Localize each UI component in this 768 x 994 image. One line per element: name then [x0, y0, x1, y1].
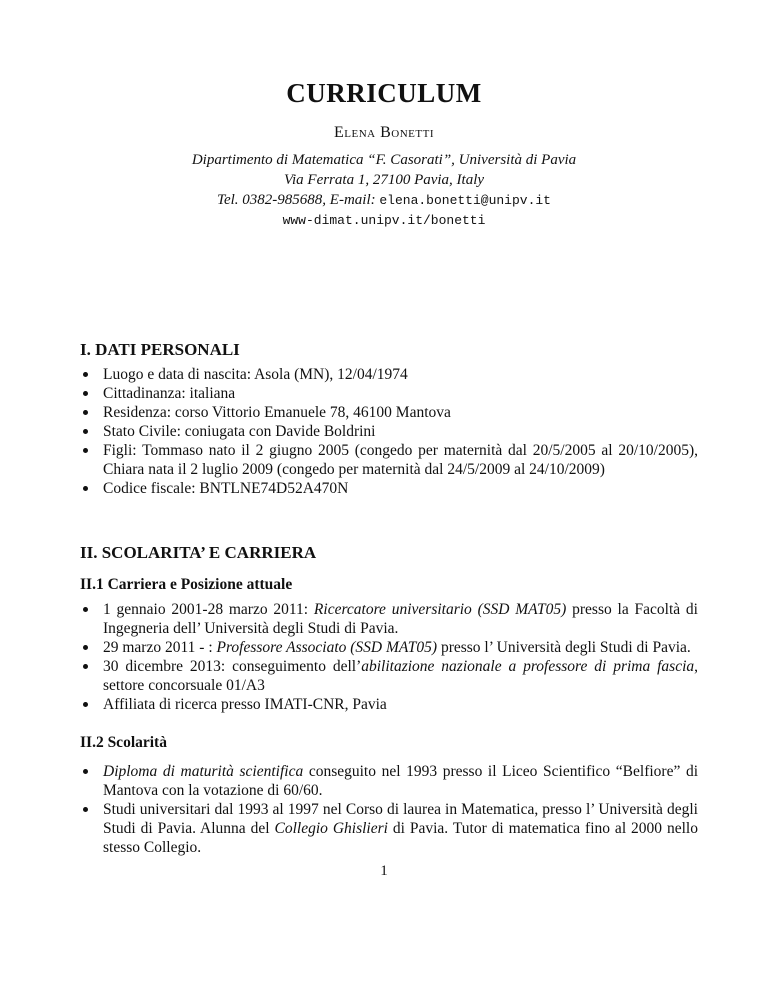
address-line: Via Ferrata 1, 27100 Pavia, Italy [283, 172, 485, 188]
author-name: Elena Bonetti [334, 124, 434, 141]
list-item [80, 600, 698, 638]
email-link[interactable]: elena.bonetti@unipv.it [379, 193, 551, 208]
item-emphasis: Ricercatore universitario (SSD MAT05) [313, 601, 567, 618]
item-emphasis: Collegio Ghislieri [274, 820, 388, 837]
item-emphasis: Professore Associato (SSD MAT05) [216, 639, 438, 656]
list-item [80, 762, 698, 800]
list-item: Stato Civile: coniugata con Davide Boldrini [80, 422, 698, 441]
list-item [80, 657, 698, 695]
item-text: 30 dicembre 2013: conseguimento dell’ [103, 658, 362, 675]
affiliation-line: Dipartimento di Matematica “F. Casorati”, Università di Pavia [191, 152, 577, 168]
schooling-list [80, 762, 698, 857]
contact-line [0, 192, 768, 209]
document-title: CURRICULUM [286, 78, 482, 108]
list-item: Cittadinanza: italiana [80, 384, 698, 403]
list-item: Codice fiscale: BNTLNE74D52A470N [80, 479, 698, 498]
website-link[interactable]: www-dimat.unipv.it/bonetti [282, 213, 486, 228]
item-emphasis: abilitazione nazionale a professore di prima fascia [361, 658, 695, 675]
item-text: Studi universitari dal 1993 al 1997 nel Corso di laurea in Matematica, presso l’ Università degli Studi di Pavia. Alunna del [103, 801, 698, 837]
subsection-heading-position: II.1 Carriera e Posizione attuale [80, 576, 293, 593]
list-item [80, 800, 698, 857]
list-item [80, 638, 698, 657]
item-text: 29 marzo 2011 - : [103, 639, 217, 656]
item-text: presso la Facoltà di Ingegneria dell’ Università degli Studi di Pavia. [103, 601, 698, 637]
personal-data-list [80, 365, 698, 498]
item-text: 1 gennaio 2001-28 marzo 2011: [103, 601, 314, 618]
item-emphasis: Diploma di maturità scientifica [103, 763, 304, 780]
section-heading-career: II. SCOLARITA’ E CARRIERA [80, 543, 317, 562]
item-text: di Pavia. Tutor di matematica fino al 2000 nello stesso Collegio. [103, 820, 698, 856]
subsection-heading-schooling: II.2 Scolarità [80, 734, 167, 751]
website-line [0, 212, 768, 229]
list-item: Residenza: corso Vittorio Emanuele 78, 46100 Mantova [80, 403, 698, 422]
list-item: Figli: Tommaso nato il 2 giugno 2005 (congedo per maternità dal 20/5/2005 al 20/10/2005), Chiara nata il 2 luglio 2009 (congedo per maternità dal 24/5/2009 al 24/10/2009) [80, 441, 698, 479]
list-item: Affiliata di ricerca presso IMATI-CNR, Pavia [80, 695, 698, 714]
section-heading-personal: I. DATI PERSONALI [80, 340, 240, 359]
page-number: 1 [380, 863, 388, 879]
phone-label: Tel. 0382-985688, E-mail: [217, 192, 376, 208]
item-text: presso l’ Università degli Studi di Pavia. [437, 639, 691, 656]
item-text: conseguito nel 1993 presso il Liceo Scientifico “Belfiore” di Mantova con la votazione di 60/60. [103, 763, 698, 799]
career-list [80, 600, 698, 714]
list-item: Luogo e data di nascita: Asola (MN), 12/04/1974 [80, 365, 698, 384]
item-text: , settore concorsuale 01/A3 [103, 658, 699, 694]
